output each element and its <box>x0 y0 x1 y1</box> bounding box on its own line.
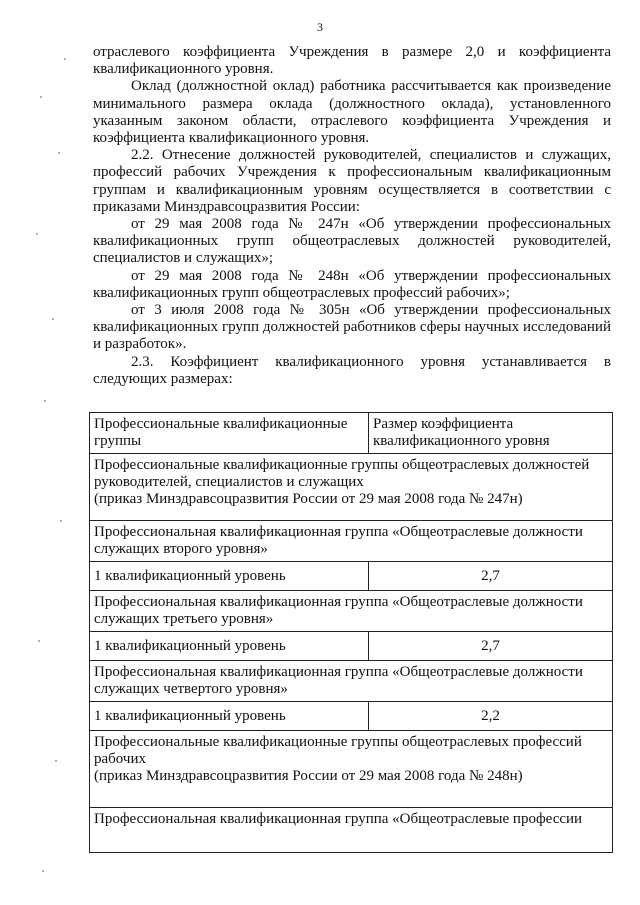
paragraph: Оклад (должностной оклад) работника рассчитывается как произведение минимального размера оклада (должностного оклада), установленного указанным законом области, отраслевого коэффициента Учреждения и коэффициента квалификационного уровня. <box>93 78 611 147</box>
group-heading: Профессиональная квалификационная группа «Общеотраслевые должности служащих третьего уровня» <box>90 591 613 632</box>
coefficient-table <box>89 412 613 853</box>
section-order: (приказ Минздравсоцразвития России от 29 мая 2008 года № 248н) <box>94 768 523 784</box>
header-cell: Размер коэффициента квалификационного уровня <box>369 413 613 454</box>
table-row <box>90 808 613 853</box>
table-row <box>90 454 613 521</box>
paragraph: 2.2. Отнесение должностей руководителей, специалистов и служащих, профессий рабочих Учреждения к профессиональным квалификационным группам и квалификационным уровням осуществляется в соответствии с приказами Минздравсоцразвития России: <box>93 147 611 215</box>
level-cell: 1 квалификационный уровень <box>90 562 369 591</box>
table-row <box>90 731 613 808</box>
paragraph: от 3 июля 2008 года № 305н «Об утверждении профессиональных квалификационных групп должностей работников сферы научных исследований и разработок». <box>93 302 611 353</box>
page-number: 3 <box>317 20 323 34</box>
section-order: (приказ Минздравсоцразвития России от 29 мая 2008 года № 247н) <box>94 491 523 507</box>
header-cell: Профессиональные квалификационные группы <box>90 413 369 454</box>
table-row <box>90 591 613 632</box>
section-title: Профессиональные квалификационные группы общеотраслевых должностей руководителей, специалистов и служащих <box>94 457 590 490</box>
document-body <box>93 44 611 388</box>
table-row <box>90 521 613 562</box>
table-row <box>90 702 613 731</box>
section-title: Профессиональные квалификационные группы общеотраслевых профессий рабочих <box>94 734 582 767</box>
paragraph: отраслевого коэффициента Учреждения в размере 2,0 и коэффициента квалификационного уровня. <box>93 44 611 78</box>
coefficient-cell: 2,2 <box>369 702 613 731</box>
group-heading: Профессиональная квалификационная группа «Общеотраслевые должности служащих второго уровня» <box>90 521 613 562</box>
coefficient-cell: 2,7 <box>369 562 613 591</box>
group-heading: Профессиональная квалификационная группа «Общеотраслевые профессии <box>90 808 613 853</box>
table-row <box>90 661 613 702</box>
paragraph: от 29 мая 2008 года № 248н «Об утверждении профессиональных квалификационных групп общеотраслевых профессий рабочих»; <box>93 267 611 301</box>
paragraph: 2.3. Коэффициент квалификационного уровня устанавливается в следующих размерах: <box>93 353 611 387</box>
paragraph: от 29 мая 2008 года № 247н «Об утверждении профессиональных квалификационных групп общеотраслевых должностей руководителей, специалистов и служащих»; <box>93 216 611 267</box>
coefficient-cell: 2,7 <box>369 632 613 661</box>
table-row <box>90 562 613 591</box>
group-heading: Профессиональная квалификационная группа «Общеотраслевые должности служащих четвертого уровня» <box>90 661 613 702</box>
table-header-row <box>90 413 613 454</box>
section-heading <box>90 731 613 808</box>
table-row <box>90 632 613 661</box>
section-heading <box>90 454 613 521</box>
level-cell: 1 квалификационный уровень <box>90 702 369 731</box>
level-cell: 1 квалификационный уровень <box>90 632 369 661</box>
